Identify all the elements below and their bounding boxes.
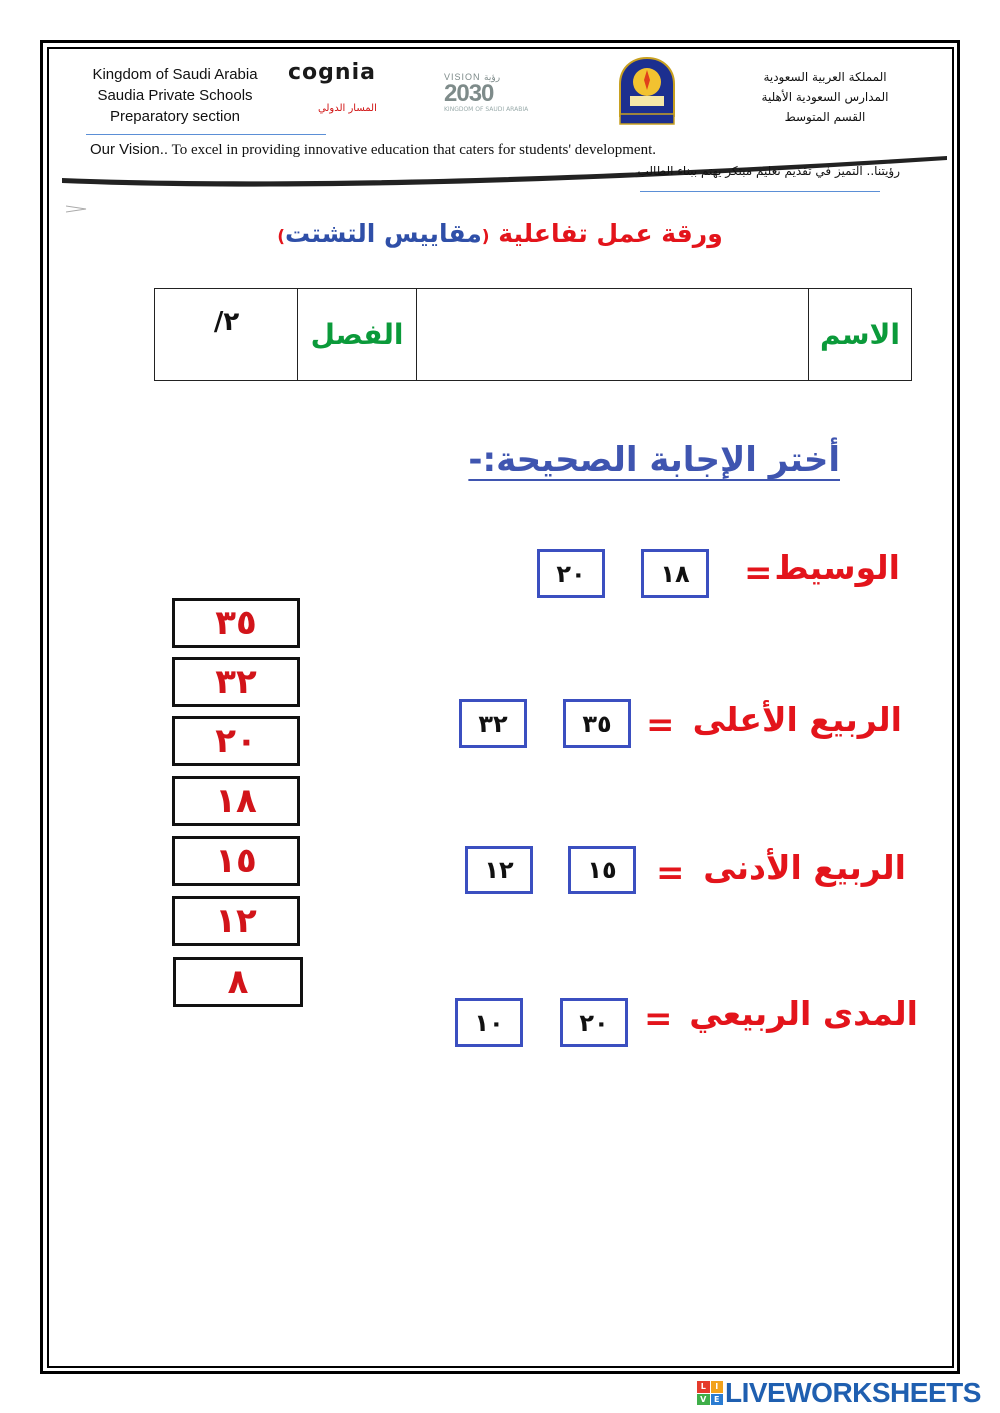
header-english-line: Saudia Private Schools <box>97 87 253 104</box>
badge-letter: V <box>697 1394 710 1406</box>
header-arabic <box>740 67 910 127</box>
answer-option[interactable]: ٣٥ <box>563 699 631 748</box>
question-label: الوسيط <box>774 548 900 587</box>
worksheet-title <box>200 219 800 248</box>
class-label: الفصل <box>297 288 417 381</box>
data-value-box: ٣٥ <box>172 598 300 648</box>
question-label: الربيع الأعلى <box>692 700 902 739</box>
equals-sign: = <box>646 705 675 745</box>
title-open-paren: ( <box>481 227 490 247</box>
header-english-line: Preparatory section <box>109 108 241 125</box>
answer-option[interactable]: ٢٠ <box>537 549 605 598</box>
answer-option[interactable]: ١٠ <box>455 998 523 1047</box>
answer-option[interactable]: ١٢ <box>465 846 533 894</box>
header-english-line: Kingdom of Saudi Arabia <box>92 66 258 83</box>
class-value: /٢ <box>154 288 298 381</box>
school-emblem-icon <box>616 56 678 126</box>
data-value-box: ٨ <box>173 957 303 1007</box>
header-english <box>80 64 270 127</box>
vision-logo-caption: KINGDOM OF SAUDI ARABIA <box>444 106 529 113</box>
liveworksheets-footer <box>697 1378 981 1408</box>
liveworksheets-badge-icon <box>697 1381 723 1405</box>
cognia-logo: cognia <box>288 60 376 85</box>
question-label: المدى الربيعي <box>689 994 918 1033</box>
name-label: الاسم <box>808 288 912 381</box>
arrow-mark-icon <box>66 204 88 214</box>
answer-option[interactable]: ٣٢ <box>459 699 527 748</box>
equals-sign: = <box>656 853 685 893</box>
vision-text: To excel in providing innovative education that caters for students' development. <box>171 142 657 158</box>
question-label: الربيع الأدنى <box>703 848 906 887</box>
answer-option[interactable]: ١٨ <box>641 549 709 598</box>
badge-letter: L <box>697 1381 710 1393</box>
badge-letter: I <box>711 1381 724 1393</box>
liveworksheets-brand: LIVEWORKSHEETS <box>725 1377 981 1408</box>
vision-logo-year: 2030 <box>444 80 494 107</box>
cognia-subtitle: المسار الدولي <box>318 103 377 114</box>
vision-statement-arabic: رؤيتنا.. التميز في تقديم تعليم مبتكر يهتم ببناء الطالب <box>637 164 900 178</box>
equals-sign: = <box>744 553 773 593</box>
name-field[interactable] <box>416 288 809 381</box>
data-value-box: ١٢ <box>172 896 300 946</box>
data-value-box: ١٥ <box>172 836 300 886</box>
data-value-box: ٢٠ <box>172 716 300 766</box>
instruction-heading: أختر الإجابة الصحيحة:- <box>468 440 840 480</box>
header-arabic-line: القسم المتوسط <box>784 110 866 124</box>
header-arabic-line: المملكة العربية السعودية <box>763 70 887 84</box>
equals-sign: = <box>644 999 673 1039</box>
vision-logo-small-text: VISION رؤية <box>444 72 501 82</box>
title-close-paren: ) <box>277 227 286 247</box>
title-part-1: ورقة عمل تفاعلية <box>498 219 723 248</box>
divider-line <box>86 134 326 135</box>
badge-letter: E <box>711 1394 724 1406</box>
header-arabic-line: المدارس السعودية الأهلية <box>761 90 889 104</box>
data-value-box: ٣٢ <box>172 657 300 707</box>
vision-label: Our Vision.. <box>90 141 169 158</box>
answer-option[interactable]: ٢٠ <box>560 998 628 1047</box>
data-value-box: ١٨ <box>172 776 300 826</box>
divider-line <box>640 191 880 192</box>
title-part-2: مقاييس التشتت <box>285 219 482 248</box>
answer-option[interactable]: ١٥ <box>568 846 636 894</box>
